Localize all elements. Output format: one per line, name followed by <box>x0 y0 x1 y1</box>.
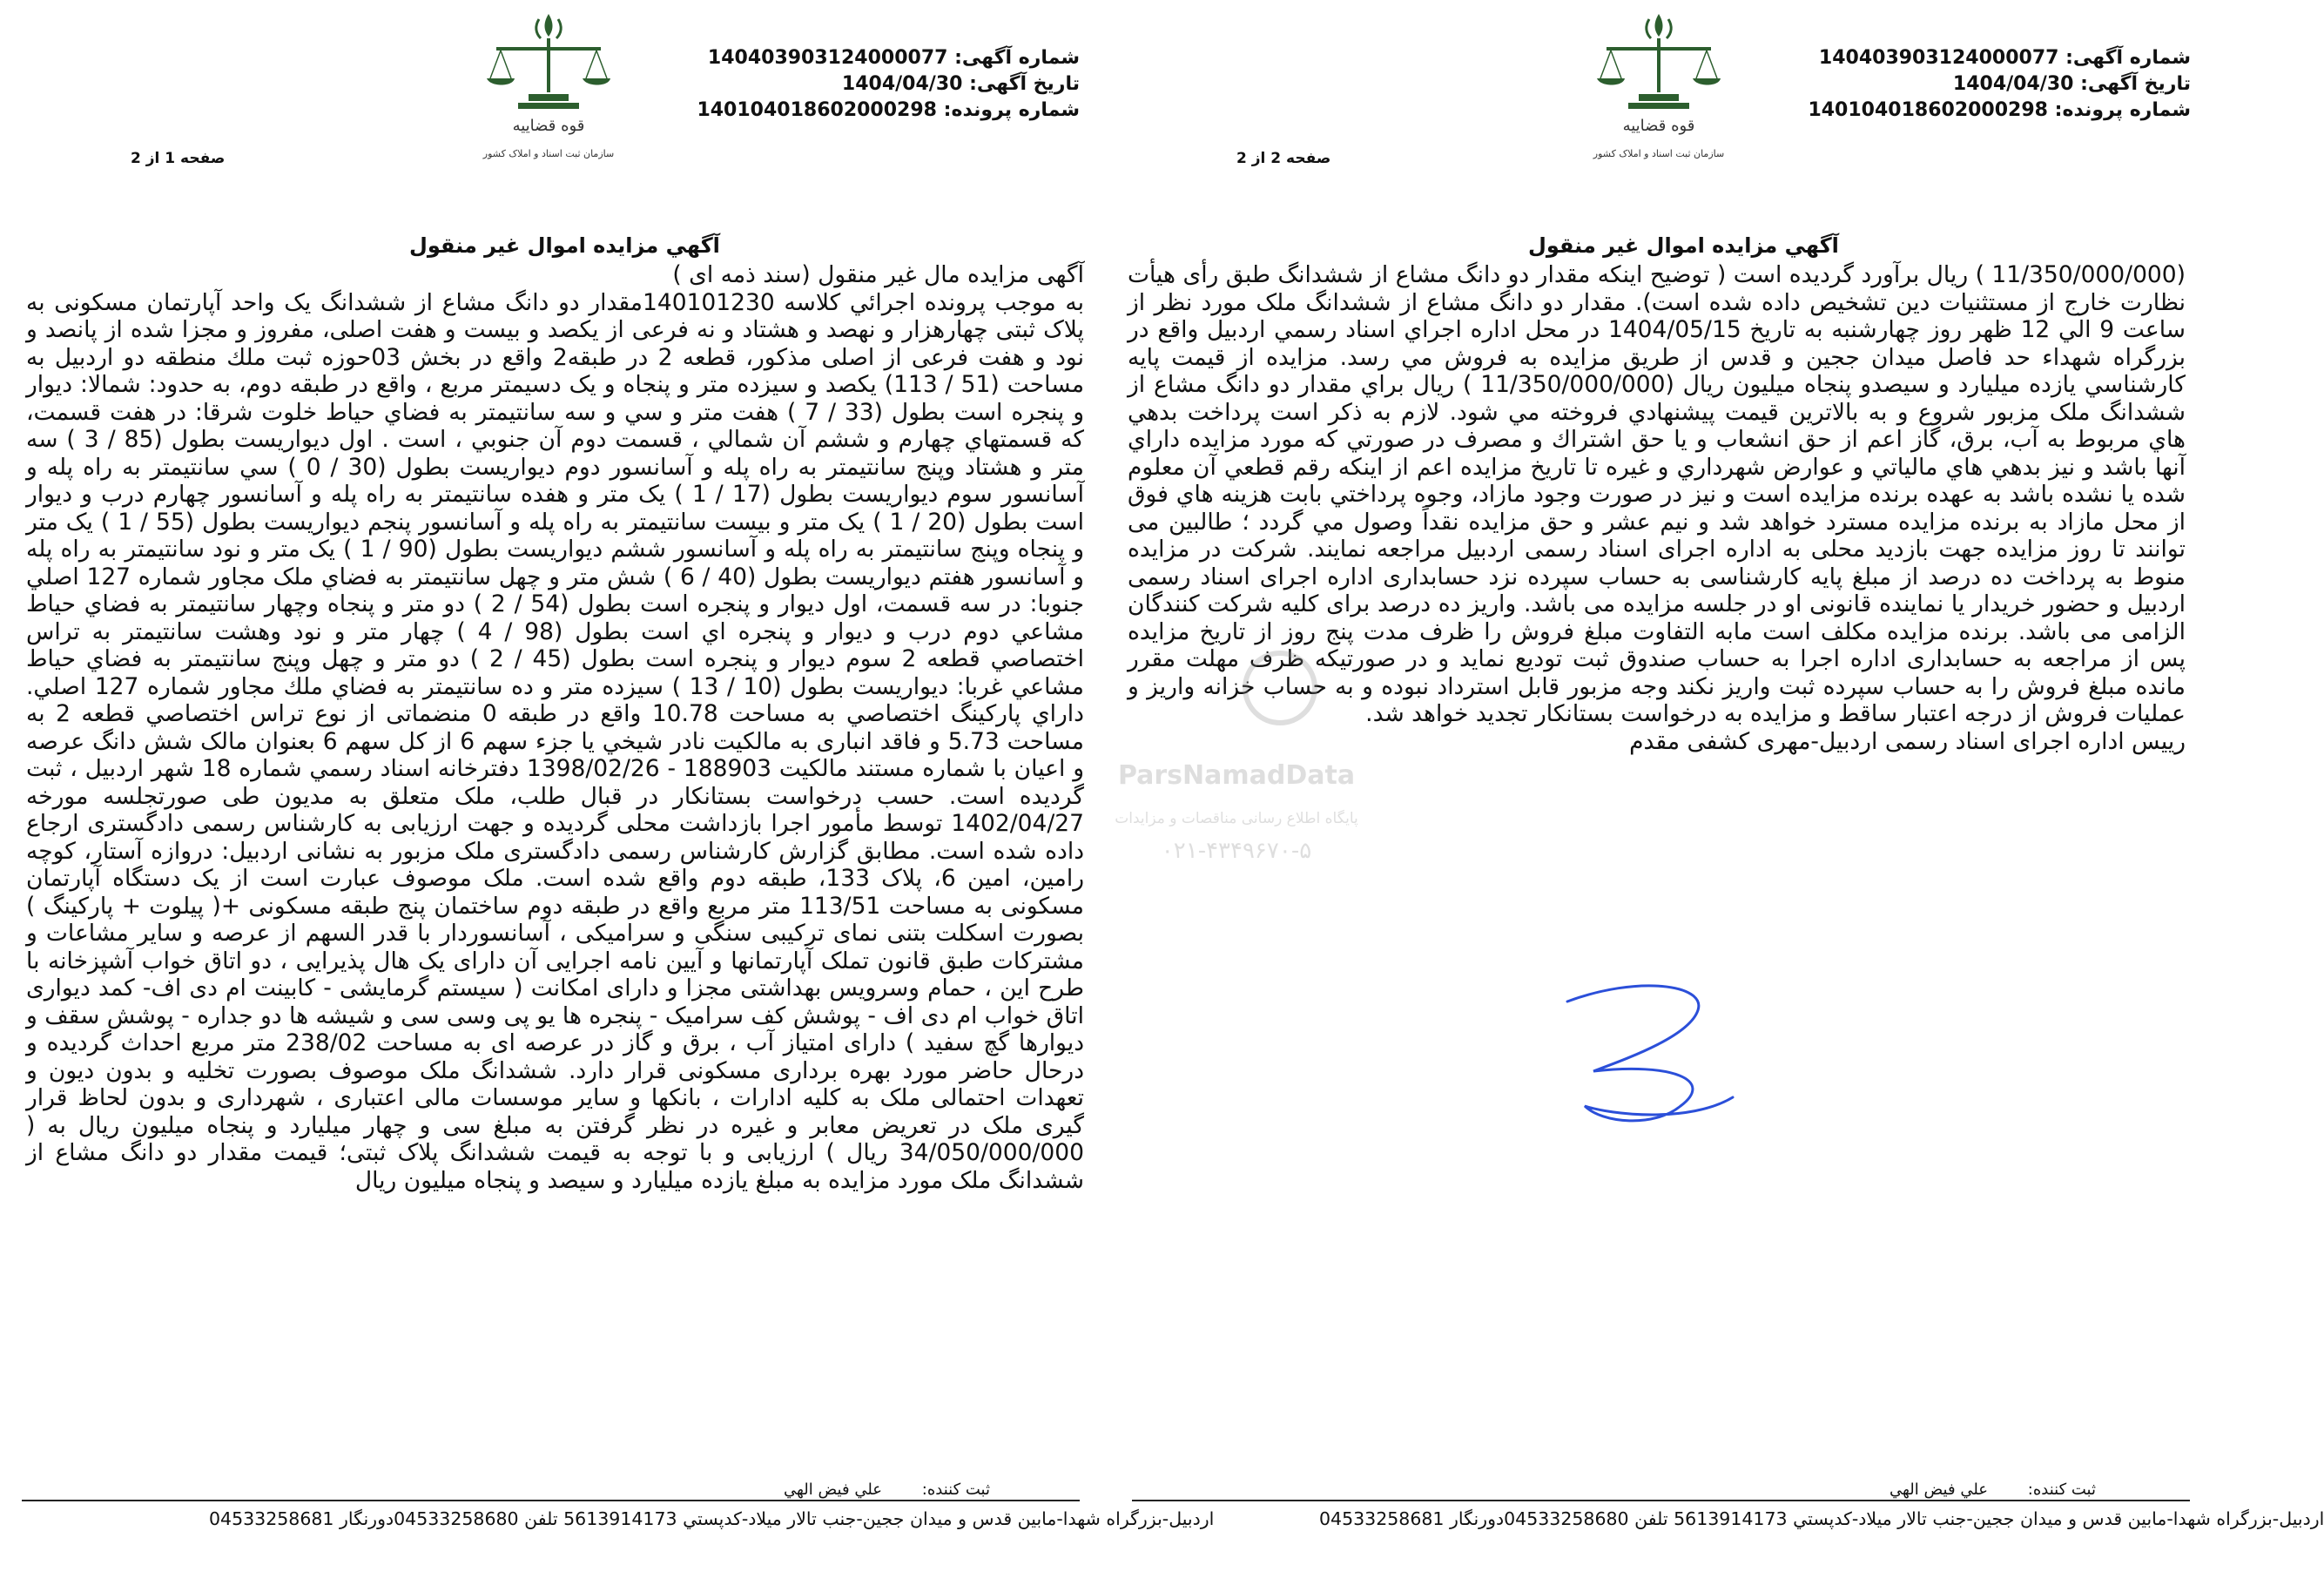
page-title: آگهي مزايده اموال غير منقول <box>409 233 720 258</box>
ad-number: 140403903124000077 <box>1818 47 2059 69</box>
watermark-tagline: پایگاه اطلاع رسانی مناقصات و مزایدات <box>1115 810 1358 827</box>
footer-address: اردبیل-بزرگراه شهدا-مابین قدس و میدان ججین-جنب تالار میلاد-کدپستي 5613914173 تلفن 04533258680دورنگار 04533258681 <box>209 1508 1215 1529</box>
case-number-label: شماره پرونده: <box>2054 99 2191 121</box>
registrar-label: ثبت کننده: <box>921 1480 990 1499</box>
ad-date: 1404/04/30 <box>841 73 963 95</box>
registrar-name: علي فيض الهي <box>1890 1480 1989 1499</box>
ad-date: 1404/04/30 <box>1952 73 2074 95</box>
case-number-row <box>1808 98 2191 124</box>
registrar-line <box>1890 1480 2096 1499</box>
ad-date-label: تاریخ آگهی: <box>969 73 1080 95</box>
judiciary-emblem-icon <box>1576 7 1741 190</box>
ad-date-row <box>1825 71 2191 98</box>
signature-image <box>1532 975 1759 1150</box>
page-number: صفحه 1 از 2 <box>131 150 226 167</box>
page-title: آگهي مزايده اموال غير منقول <box>1528 233 1839 258</box>
case-number-label: شماره پرونده: <box>943 99 1080 121</box>
registrar-name: علي فيض الهي <box>784 1480 883 1499</box>
emblem-subcaption: سازمان ثبت اسناد و املاک کشور <box>482 148 615 159</box>
signer-line: رییس اداره اجرای اسناد رسمی اردبیل-مهری کشفی مقدم <box>1629 727 2186 755</box>
page-number: صفحه 2 از 2 <box>1236 150 1331 167</box>
footer-divider <box>1132 1500 2190 1501</box>
registrar-label: ثبت کننده: <box>2027 1480 2096 1499</box>
emblem-caption: قوه قضاییه <box>1622 117 1695 135</box>
ad-number-label: شماره آگهی: <box>2065 47 2191 69</box>
header-meta <box>1808 45 2191 124</box>
ad-number: 140403903124000077 <box>707 47 948 69</box>
body-paragraph: به موجب پرونده اجرائي کلاسه 140101230مقدار دو دانگ مشاع از ششدانگ یک واحد آپارتمان مسکونی به پلاک ثبتی چهارهزار و نهصد و هشتاد و نه فرعی از یکصد و بیست و هفت اصلی، مفروز و مجزا شده از پانصد و نود و هفت فرعی از اصلی مذکور، قطعه 2 در طبقه2 واقع در بخش 03حوزه ثبت ملك منطقه دو اردبیل به مساحت (51 / 113) یکصد و سیزده متر و پنجاه و یک دسیمتر مربع ، واقع در طبقه دوم، به حدود: شمالا: دیوار و پنجره است بطول (33 / 7 ) هفت متر و سي و سه سانتيمتر به فضاي حياط خلوت شرقا: در هفت قسمت، که قسمتهاي چهارم و ششم آن شمالي ، قسمت دوم آن جنوبي ، است . اول ديواريست بطول (85 / 3 ) سه متر و هشتاد وپنج سانتيمتر به راه پله و آسانسور دوم ديواريست بطول (30 / 0 ) سي سانتيمتر به راه پله و آسانسور سوم ديواريست بطول (17 / 1 ) یک متر و هفده سانتيمتر به راه پله و آسانسور چهارم درب و ديوار است بطول (20 / 1 ) يک متر و بيست سانتيمتر به راه پله و آسانسور پنجم ديواريست بطول (55 / 1 ) یک متر و پنجاه وپنج سانتيمتر به راه پله و آسانسور ششم ديواريست بطول (90 / 1 ) يک متر و نود سانتيمتر به راه پله و آسانسور هفتم ديواريست بطول (40 / 6 ) شش متر و چهل سانتيمتر به فضاي ملک مجاور شماره 127 اصلي جنوبا: در سه قسمت، اول ديوار و پنجره است بطول (54 / 2 ) دو متر و پنجاه وچهار سانتيمتر به فضاي حياط مشاعي دوم درب و ديوار و پنجره اي است بطول (98 / 4 ) چهار متر و نود وهشت سانتيمتر به تراس اختصاصي قطعه 2 سوم ديوار و پنجره است بطول (45 / 2 ) دو متر و چهل وپنج سانتيمتر به فضاي حياط مشاعي غربا: ديواريست بطول (10 / 13 ) سيزده متر و ده سانتيمتر به فضاي ملك مجاور شماره 127 اصلي. داراي پارکينگ اختصاصي به مساحت 10.78 واقع در طبقه 0 منضماتی از نوع تراس اختصاصي قطعه 2 به مساحت 5.73 و فاقد انباری به مالکیت نادر شیخي یا جزء سهم 6 از کل سهم 6 بعنوان مالک شش دانگ عرصه و اعیان با شماره مستند مالکیت 188903 - 1398/02/26 دفترخانه اسناد رسمي شماره 18 شهر اردبیل ، ثبت گردیده است. حسب درخواست بستانکار در قبال طلب، ملک متعلق به مدیون طی صورتجلسه مورخه 1402/04/27 توسط مأمور اجرا بازداشت محلی گردیده و جهت ارزیابی به کارشناس رسمی دادگستری ارجاع داده شده است. مطابق گزارش کارشناس رسمی دادگستری ملک مزبور به نشانی اردبیل: دروازه آستار، کوچه رامین، امین 6، پلاک 133، طبقه دوم واقع شده است. ملک موصوف عبارت است از یک دستگاه آپارتمان مسکونی به مساحت 113/51 متر مربع واقع در طبقه دوم ساختمان پنج طبقه مسکونی +( پیلوت + پارکینگ ) بصورت اسکلت بتنی نمای ترکیبی سنگی و سرامیکی ، آسانسوردار با قدر السهم از عرصه و سایر مشاعات و مشترکات طبق قانون تملک آپارتمانها و آیین نامه اجرایی آن دارای یک هال پذیرایی ، دو اتاق خواب آشپزخانه با طرح این ، حمام وسرویس بهداشتی مجزا و دارای امکانت ( سیستم گرمایشی - کابینت ام دی اف- کمد دیواری اتاق خواب ام دی اف - پوشش کف سرامیک - پنجره ها یو پی وسی سی و شیشه ها دو جداره - پوشش سقف و دیوارها گچ سفید ) دارای امتیاز آب ، برق و گاز در عرصه ای به مساحت 238/02 متر مربع احداث گردیده و درحال حاضر مورد بهره برداری مسکونی قرار دارد. ششدانگ ملک موصوف بصورت تخلیه و بدون دیون و تعهدات احتمالی ملک به کلیه ادارات ، بانکها و سایر موسسات مالی اعتباری ، شهرداری و بدون لحاظ قرار گیری ملک در تعریض معابر و غیره در نظر گرفتن به مبلغ سی و چهار میلیارد و پنجاه میلیون ریال به ( 34/050/000/000 ریال ) ارزیابی و با توجه به قیمت ششدانگ پلاک ثبتی؛ قیمت مقدار دو دانگ مشاع از ششدانگ ملک مورد مزایده به مبلغ یازده میلیارد و سیصد و پنجاه میلیون ریال <box>26 288 1085 1194</box>
ad-date-label: تاریخ آگهی: <box>2080 73 2191 95</box>
case-number: 140104018602000298 <box>1808 99 2048 121</box>
footer-address: اردبیل-بزرگراه شهدا-مابین قدس و میدان ججین-جنب تالار میلاد-کدپستي 5613914173 تلفن 04533258680دورنگار 04533258681 <box>1319 1508 2324 1529</box>
ad-number-label: شماره آگهی: <box>954 47 1080 69</box>
watermark-phone: ۰۲۱-۴۳۴۹۶۷۰-۵ <box>1161 838 1312 864</box>
emblem-subcaption: سازمان ثبت اسناد و املاک کشور <box>1593 148 1725 159</box>
ad-number-row <box>1818 45 2191 71</box>
emblem-caption: قوه قضاییه <box>512 117 585 135</box>
case-number: 140104018602000298 <box>697 99 937 121</box>
watermark-site: ParsNamadData <box>1117 760 1356 791</box>
auction-body-text <box>1128 261 2186 755</box>
body-paragraph: (11/350/000/000 ) ریال برآورد گردیده است ( توضیح اینکه مقدار دو دانگ مشاع از ششدانگ طبق رأی هیأت نظارت خارج از مستثنیات دین تشخیص داده شده است). مقدار دو دانگ مشاع از ششدانگ ملک مورد نظر از ساعت 9 الي 12 ظهر روز چهارشنبه به تاريخ 1404/05/15 در محل اداره اجراي اسناد رسمي اردبيل واقع در بزرگراه شهداء حد فاصل ميدان ججين و قدس از طريق مزايده به فروش مي رسد. مزايده از قيمت پايه كارشناسي يازده ميليارد و سيصدو پنجاه ميليون ريال (11/350/000/000 ) ريال براي مقدار دو دانگ مشاع از ششدانگ ملک مزبور شروع و به بالاترين قيمت پيشنهادي فروخته مي شود. لازم به ذكر است پرداخت بدهي هاي مربوط به آب، برق، گاز اعم از حق انشعاب و يا حق اشتراك و مصرف در صورتي كه مورد مزايده داراي آنها باشد و نيز بدهي هاي مالياتي و عوارض شهرداري و غيره تا تاريخ مزايده اعم از اينكه رقم قطعي آن معلوم شده يا نشده باشد به عهده برنده مزايده است و نيز در صورت وجود مازاد، وجوه پرداختي بابت هزينه هاي فوق از محل مازاد به برنده مزايده مسترد خواهد شد و نيم عشر و حق مزايده نقداً وصول مي گردد ؛ طالبين مى توانند تا روز مزايده جهت بازديد محلى به اداره اجراى اسناد رسمى اردبيل مراجعه نمايند. شرکت در مزايده منوط به پرداخت ده درصد از مبلغ پايه کارشناسی به حساب سپرده نزد حسابداری اداره اجرای اسناد رسمی اردبیل و حضور خریدار یا نماینده قانونی او در جلسه مزایده می باشد. واریز ده درصد برای کلیه شرکت کنندگان الزامی می باشد. برنده مزایده مکلف است مابه التفاوت مبلغ فروش را ظرف مدت پنج روز از تاریخ مزایده پس از مراجعه به حسابداری اداره اجرا به حساب صندوق ثبت تودیع نماید و در صورتیکه ظرف مهلت مقرر مانده مبلغ فروش را به حساب سپرده ثبت واریز نکند وجه مزبور قابل استرداد نبوده و به حساب خزانه واریز و عملیات فروش از درجه اعتبار ساقط و مزایده به درخواست بستانکار تجدید خواهد شد. <box>1128 261 2186 727</box>
body-paragraph: آگهی مزایده مال غیر منقول (سند ذمه ای ) <box>672 261 1084 288</box>
